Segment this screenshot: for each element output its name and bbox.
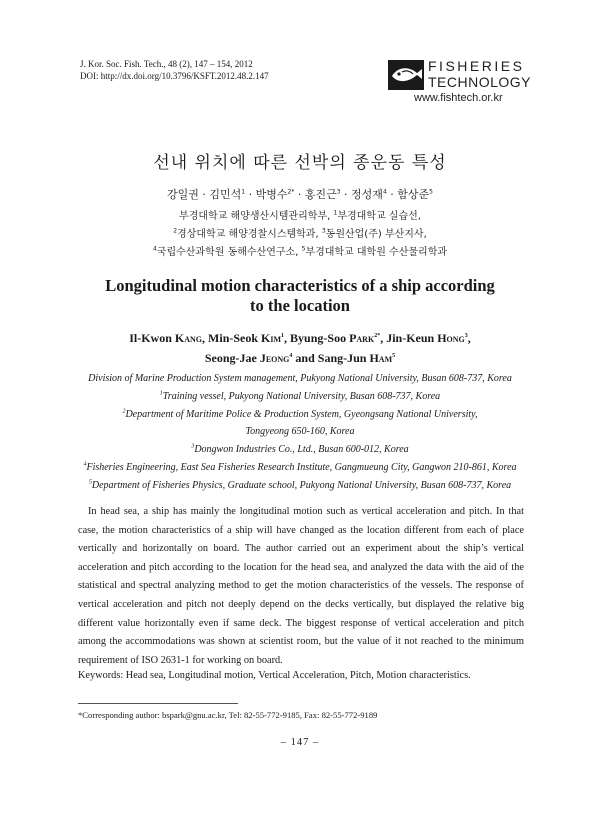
korean-title: 선내 위치에 따른 선박의 종운동 특성 xyxy=(153,153,447,173)
kr-aff-5-sup: 5 xyxy=(301,245,306,253)
kr-aff-4: 국립수산과학원 동해수산연구소, xyxy=(156,247,299,258)
english-authors-line-2 xyxy=(60,348,540,368)
author-separator: · xyxy=(294,188,305,201)
kr-aff-1-sup: 1 xyxy=(333,209,338,217)
kr-aff-3: 동원산업(주) 부산지사, xyxy=(325,229,427,240)
en-affiliation-2-cont: Tongyeong 650-160, Korea xyxy=(245,426,355,438)
en-affiliation-5 xyxy=(60,477,540,495)
en-affiliation-3 xyxy=(60,441,540,459)
kr-author-3-sup: 2* xyxy=(287,188,295,196)
en-affiliation-1 xyxy=(60,388,540,406)
en-author-5-last: Jeong xyxy=(259,351,290,365)
en-author-6-last: Ham xyxy=(369,351,393,365)
en-author-4-last: Hong xyxy=(437,331,465,345)
journal-website-link[interactable]: www.fishtech.or.kr xyxy=(414,92,503,104)
kr-author-5: 정성재 xyxy=(351,188,383,201)
author-and: and xyxy=(292,351,318,365)
en-author-6-first: Sang-Jun xyxy=(317,351,370,365)
en-aff-5-sup: 5 xyxy=(88,479,92,486)
en-affiliation-4 xyxy=(60,459,540,477)
logo-text-technology: TECHNOLOGY xyxy=(428,74,532,90)
english-title xyxy=(90,276,510,316)
logo-text-fisheries: FISHERIES xyxy=(428,58,525,74)
english-title-line-2: to the location xyxy=(250,296,350,315)
fisheries-technology-logo xyxy=(388,58,532,106)
keywords: Keywords: Head sea, Longitudinal motion, Vertical Acceleration, Pitch, Motion characteristics. xyxy=(78,670,471,681)
kr-author-2-sup: 1 xyxy=(241,188,246,196)
author-comma: , xyxy=(202,331,209,345)
journal-doi[interactable]: DOI: http://dx.doi.org/10.3796/KSFT.2012.48.2.147 xyxy=(80,71,269,81)
kr-author-6-sup: 5 xyxy=(429,188,433,196)
author-comma: , xyxy=(467,331,471,345)
en-affiliation-2 xyxy=(60,406,540,424)
korean-authors xyxy=(0,186,600,202)
author-separator: · xyxy=(198,188,210,201)
footnote-divider xyxy=(78,703,238,704)
en-aff-3-sup: 3 xyxy=(191,443,195,450)
en-aff-1-sup: 1 xyxy=(159,390,163,397)
english-authors-line-1 xyxy=(60,328,540,348)
korean-affiliation-line-3 xyxy=(0,243,600,258)
kr-aff-2-sup: 2 xyxy=(173,227,178,235)
en-author-1-first: Il-Kwon xyxy=(129,331,175,345)
english-affiliations xyxy=(60,370,540,495)
kr-aff-3-sup: 3 xyxy=(321,227,326,235)
kr-author-1: 강일권 xyxy=(167,188,199,201)
kr-author-2: 김민석 xyxy=(209,188,242,201)
english-title-line-1: Longitudinal motion characteristics of a ship according xyxy=(105,276,495,295)
kr-aff-4-sup: 4 xyxy=(152,245,157,253)
author-separator: · xyxy=(340,188,352,201)
en-affiliation-0: Division of Marine Production System management, Pukyong National University, Busan 608-737, Korea xyxy=(88,373,512,384)
kr-author-4: 홍진근 xyxy=(304,188,337,201)
en-author-2-last: Kim xyxy=(261,331,282,345)
korean-affiliation-line-2 xyxy=(0,225,600,240)
en-author-6-sup: 5 xyxy=(392,353,396,359)
en-author-2-first: Min-Seok xyxy=(208,331,262,345)
en-author-2-sup: 1 xyxy=(281,333,285,339)
english-authors xyxy=(60,328,540,368)
en-aff-1-text: Training vessel, Pukyong National University, Busan 608-737, Korea xyxy=(162,390,441,402)
en-aff-3-text: Dongwon Industries Co., Ltd., Busan 600-012, Korea xyxy=(194,444,409,456)
en-aff-4-sup: 4 xyxy=(83,461,87,468)
en-author-3-sup: 2* xyxy=(374,333,381,339)
author-comma: , xyxy=(380,331,387,345)
journal-header xyxy=(80,58,269,82)
page-number: – 147 – xyxy=(280,737,320,748)
journal-citation: J. Kor. Soc. Fish. Tech., 48 (2), 147 – 154, 2012 xyxy=(80,59,253,69)
kr-aff-0: 부경대학교 해양생산시템관리학부, xyxy=(179,211,331,222)
corresponding-author-footnote: *Corresponding author: bspark@gnu.ac.kr, Tel: 82-55-772-9185, Fax: 82-55-772-9189 xyxy=(78,710,378,720)
kr-aff-2: 경상대학교 해양경찰시스템학과, xyxy=(177,229,319,240)
kr-author-6: 함상준 xyxy=(397,188,430,201)
en-author-3-last: Park xyxy=(349,331,375,345)
author-comma: , xyxy=(284,331,291,345)
en-author-3-first: Byung-Soo xyxy=(290,331,350,345)
en-author-5-sup: 4 xyxy=(289,353,293,359)
abstract: In head sea, a ship has mainly the longitudinal motion such as vertical acceleration and pitch. In that case, the motion characteristics of a ship will have changed as the location different from each of place vertically and horizontally on board. The author carried out an experiment about the ship’s vertical acceleration and pitch according to the location for the head sea, and analyzed the data with the aid of the statistical and spectral analyzing method to get the motion characteristics of the vessels. The response of vertical acceleration and pitch not deeply depend on the decks vertically, but displayed the relative big different value horizontally even if same deck. The biggest response of vertical acceleration and pitch among the accommodations was shown at scientist room, but the value of it not reached to the minimum requirement of ISO 2631-1 for working on board. xyxy=(78,506,524,666)
author-separator: · xyxy=(245,188,256,201)
kr-author-4-sup: 3 xyxy=(336,188,341,196)
en-author-4-first: Jin-Keun xyxy=(386,331,438,345)
en-aff-2-sup: 2 xyxy=(122,408,126,415)
en-author-1-last: Kang xyxy=(174,331,203,345)
korean-affiliation-line-1 xyxy=(0,207,600,222)
kr-author-5-sup: 4 xyxy=(382,188,387,196)
fish-logo-icon xyxy=(388,60,424,90)
en-aff-4-text: Fisheries Engineering, East Sea Fisheries Research Institute, Gangmueung City, Gangwon 210-861, Korea xyxy=(86,461,517,473)
en-aff-5-text: Department of Fisheries Physics, Graduate school, Pukyong National University, Busan 608-737, Korea xyxy=(91,479,512,491)
en-author-5-first: Seong-Jae xyxy=(204,351,260,365)
kr-aff-5: 부경대학교 대학원 수산물리학과 xyxy=(305,247,448,258)
en-author-4-sup: 3 xyxy=(464,333,468,339)
kr-author-3: 박병수 xyxy=(255,188,288,201)
kr-aff-1: 부경대학교 실습선, xyxy=(337,211,421,222)
en-aff-2-text: Department of Maritime Police & Production System, Gyeongsang National University, xyxy=(125,408,478,420)
author-separator: · xyxy=(386,188,398,201)
